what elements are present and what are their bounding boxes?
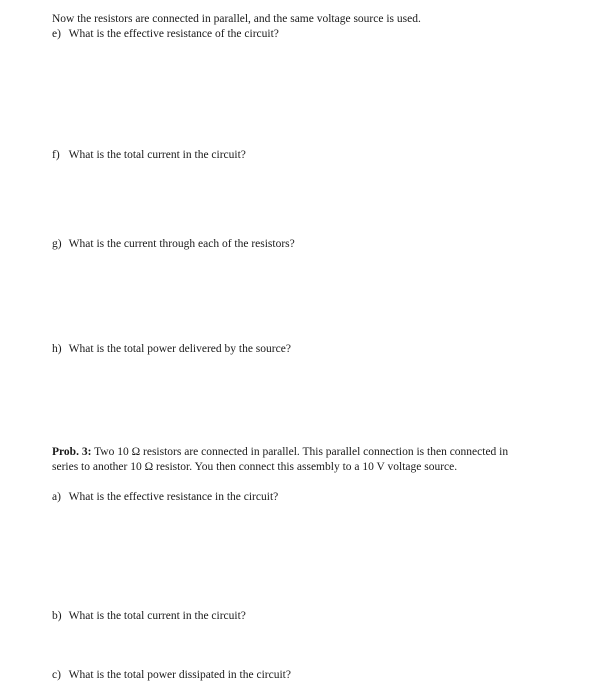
prob-3-heading: Prob. 3: [52, 446, 92, 458]
question-label: e) [52, 28, 61, 40]
question-text: What is the effective resistance of the circuit? [68, 28, 279, 40]
question-label: g) [52, 238, 62, 250]
prob-3-text-1: Two 10 Ω resistors are connected in parallel. This parallel connection is then connected in [94, 446, 509, 458]
question-text: What is the current through each of the resistors? [68, 238, 295, 250]
question-label: b) [52, 610, 62, 622]
question-text: What is the total current in the circuit? [68, 610, 246, 622]
question-b [52, 609, 246, 623]
question-e [52, 27, 279, 41]
intro-text: Now the resistors are connected in parallel, and the same voltage source is used. [52, 13, 421, 25]
question-text: What is the total power dissipated in the circuit? [68, 669, 291, 681]
prob-3 [52, 445, 572, 475]
question-a [52, 490, 278, 504]
question-label: c) [52, 669, 61, 681]
prob-3-line-2: series to another 10 Ω resistor. You then connect this assembly to a 10 V voltage source. [52, 461, 458, 473]
question-text: What is the total power delivered by the source? [68, 343, 291, 355]
question-text: What is the total current in the circuit? [68, 149, 246, 161]
question-h [52, 342, 291, 356]
question-text: What is the effective resistance in the circuit? [68, 491, 279, 503]
prob-3-line-1 [52, 445, 572, 460]
question-c [52, 668, 291, 682]
question-label: a) [52, 491, 61, 503]
question-f [52, 148, 246, 162]
question-label: h) [52, 343, 62, 355]
question-label: f) [52, 149, 60, 161]
question-g [52, 237, 295, 251]
